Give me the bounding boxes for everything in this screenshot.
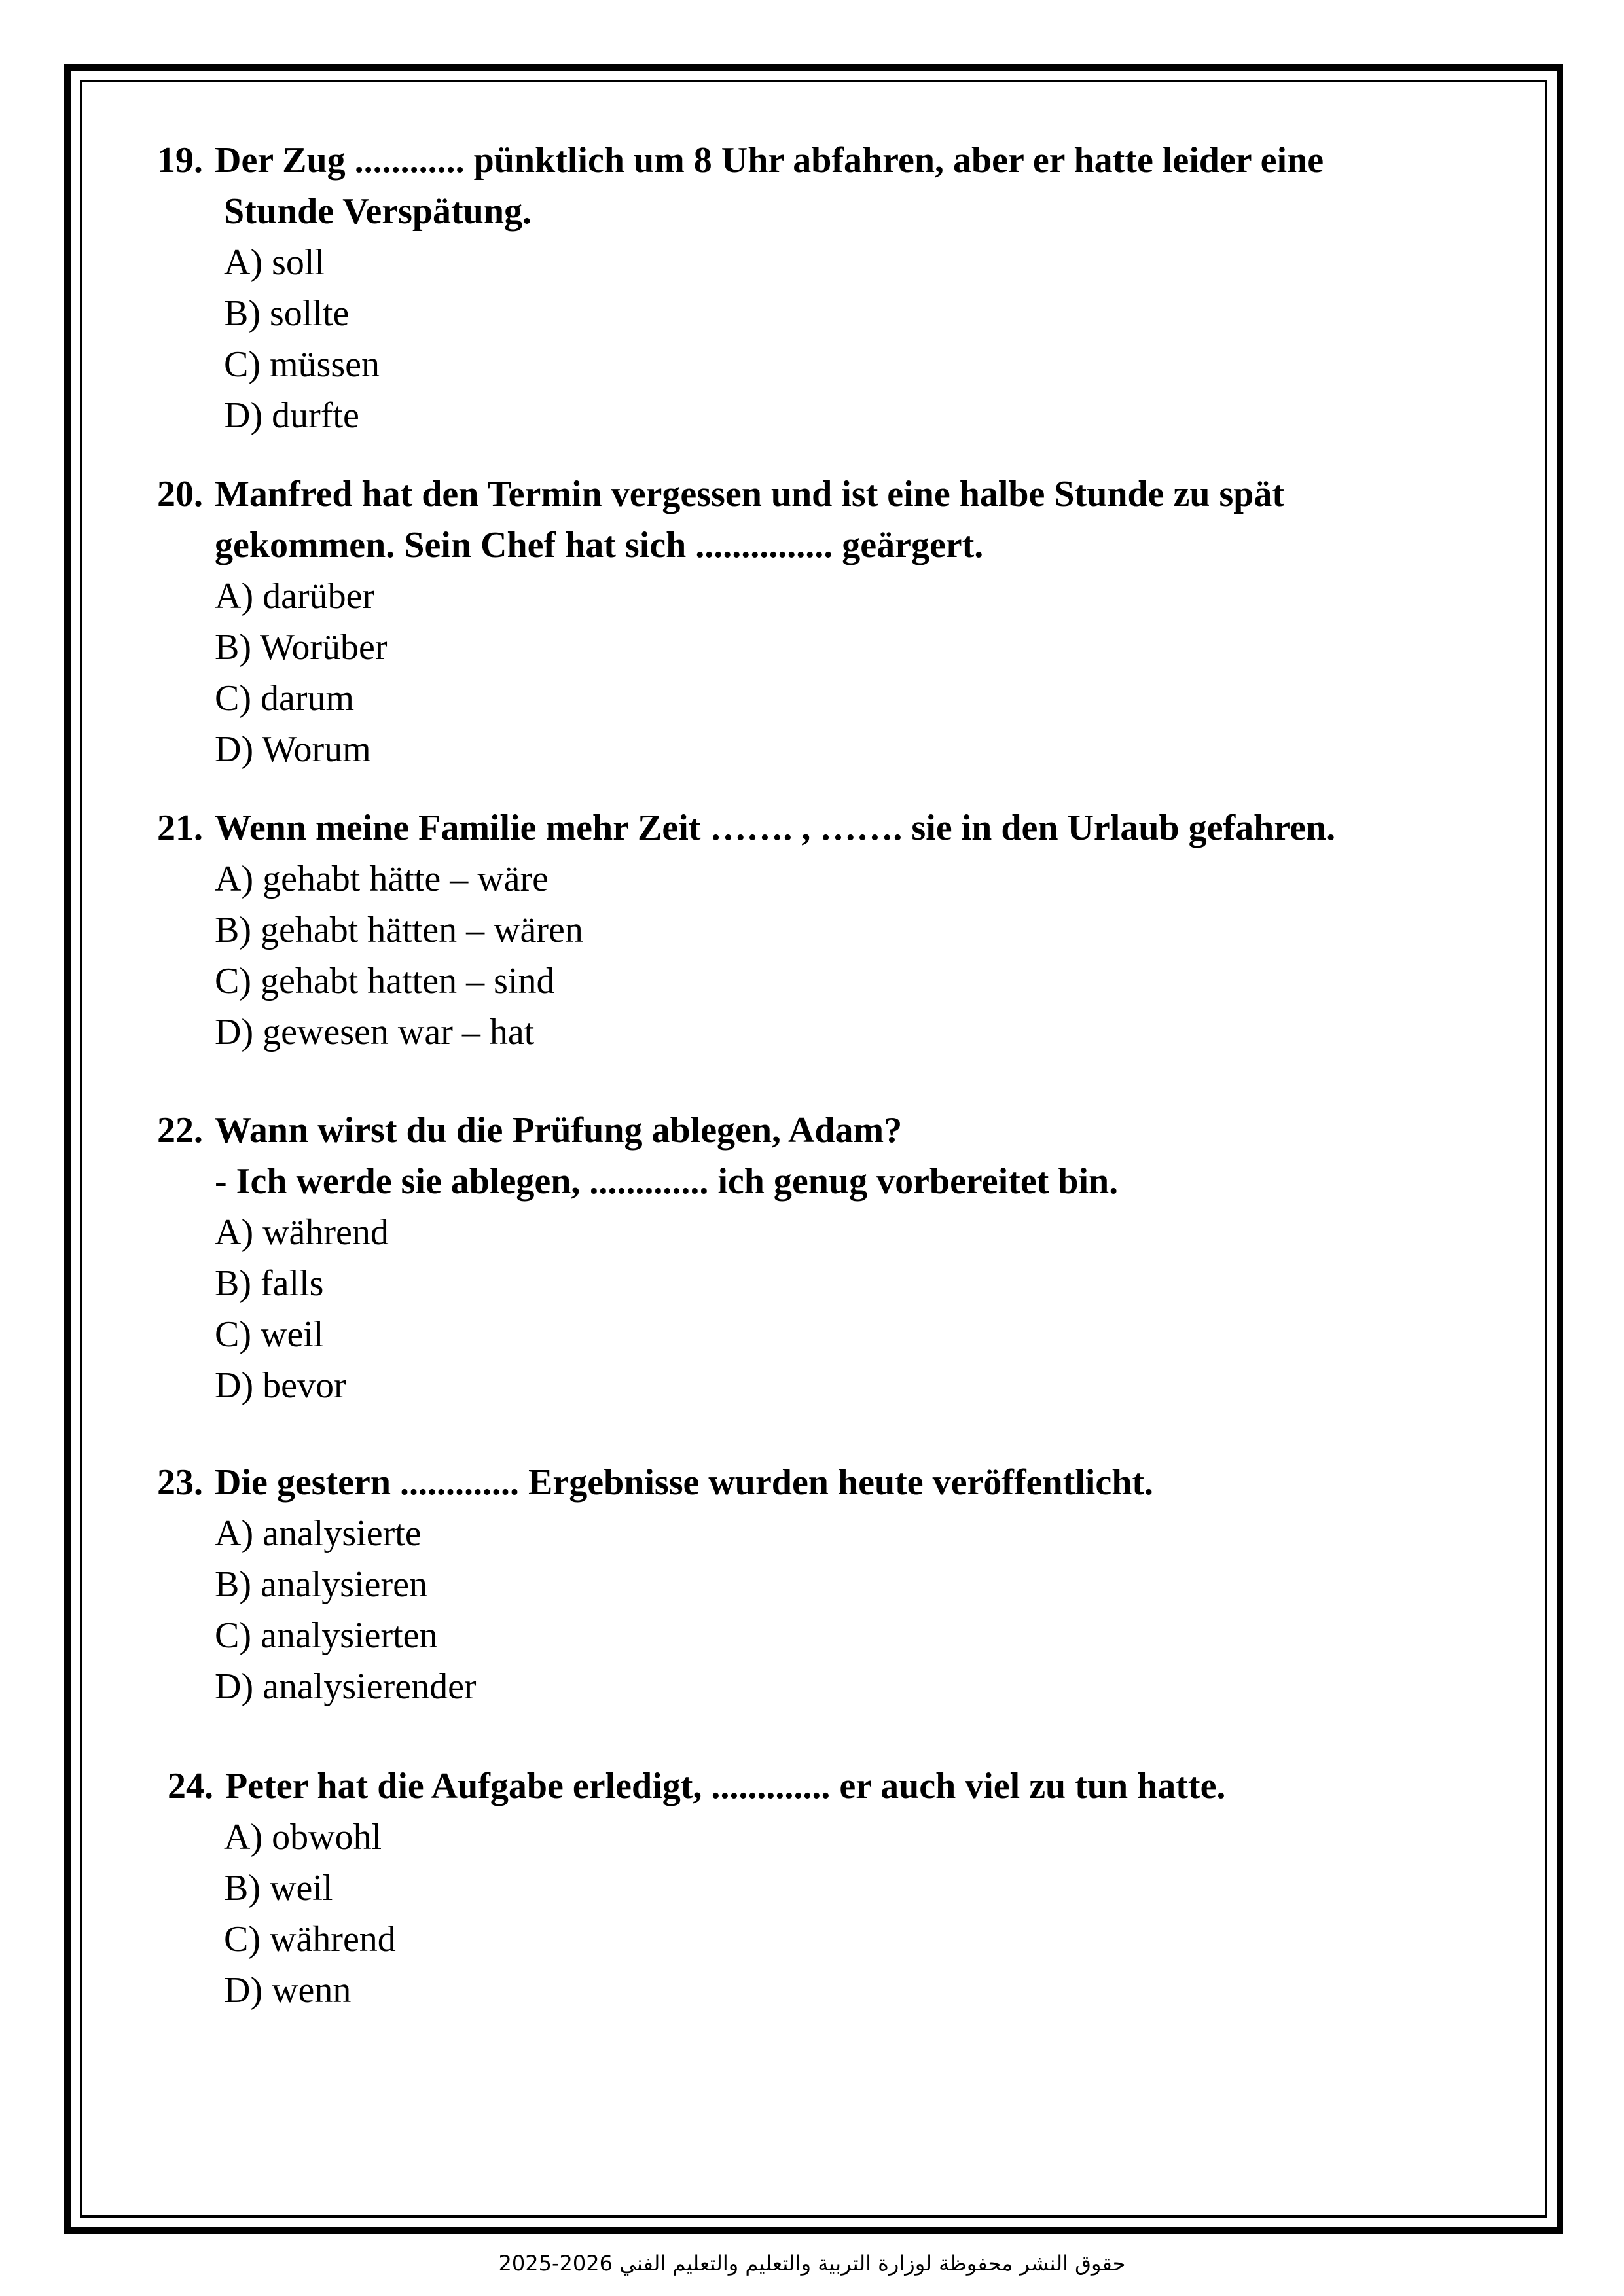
question-19 — [157, 135, 1324, 441]
question-number: 21. — [157, 808, 203, 848]
option-b[interactable]: B) weil — [224, 1868, 333, 1909]
question-number: 19. — [157, 140, 203, 181]
question-text-continued: gekommen. Sein Chef hat sich ............... geärgert. — [215, 525, 984, 565]
option-d[interactable]: D) analysierender — [215, 1666, 477, 1707]
question-21 — [157, 802, 1335, 1058]
question-text: Der Zug ............ pünktlich um 8 Uhr abfahren, aber er hatte leider eine — [215, 140, 1324, 181]
option-c[interactable]: C) gehabt hatten – sind — [215, 961, 555, 1001]
option-c[interactable]: C) müssen — [224, 344, 380, 385]
option-b[interactable]: B) analysieren — [215, 1564, 427, 1605]
question-number: 23. — [157, 1462, 203, 1503]
option-a[interactable]: A) gehabt hätte – wäre — [215, 859, 549, 899]
option-d[interactable]: D) gewesen war – hat — [215, 1012, 535, 1052]
option-d[interactable]: D) wenn — [224, 1970, 352, 2011]
question-text-continued: - Ich werde sie ablegen, ............. ich genug vorbereitet bin. — [215, 1161, 1119, 1202]
option-a[interactable]: A) soll — [224, 242, 325, 283]
question-text-continued: Stunde Verspätung. — [224, 191, 532, 232]
option-a[interactable]: A) während — [215, 1212, 389, 1253]
question-text: Peter hat die Aufgabe erledigt, ............. er auch viel zu tun hatte. — [225, 1766, 1226, 1806]
question-20 — [157, 469, 1284, 775]
question-text: Wenn meine Familie mehr Zeit ……. , ……. sie in den Urlaub gefahren. — [215, 808, 1336, 848]
question-text: Wann wirst du die Prüfung ablegen, Adam? — [215, 1110, 903, 1151]
question-23 — [157, 1457, 1153, 1712]
question-24 — [168, 1761, 1225, 2016]
option-a[interactable]: A) darüber — [215, 576, 375, 617]
option-b[interactable]: B) falls — [215, 1263, 324, 1304]
option-b[interactable]: B) gehabt hätten – wären — [215, 910, 583, 950]
option-d[interactable]: D) durfte — [224, 395, 359, 436]
question-22 — [157, 1105, 1118, 1411]
option-d[interactable]: D) Worum — [215, 729, 371, 770]
question-number: 20. — [157, 474, 203, 514]
option-c[interactable]: C) analysierten — [215, 1615, 438, 1656]
option-c[interactable]: C) darum — [215, 678, 355, 719]
question-number: 22. — [157, 1110, 203, 1151]
option-d[interactable]: D) bevor — [215, 1365, 346, 1406]
question-text: Die gestern ............. Ergebnisse wurden heute veröffentlicht. — [215, 1462, 1154, 1503]
question-number: 24. — [168, 1766, 213, 1806]
option-b[interactable]: B) Worüber — [215, 627, 388, 668]
option-a[interactable]: A) obwohl — [224, 1817, 382, 1857]
option-c[interactable]: C) während — [224, 1919, 396, 1960]
option-b[interactable]: B) sollte — [224, 293, 350, 334]
copyright-footer: حقوق النشر محفوظة لوزارة التربية والتعليم والتعليم الفني 2026-2025 — [498, 2251, 1126, 2276]
option-c[interactable]: C) weil — [215, 1314, 324, 1355]
question-text: Manfred hat den Termin vergessen und ist eine halbe Stunde zu spät — [215, 474, 1285, 514]
option-a[interactable]: A) analysierte — [215, 1513, 422, 1554]
